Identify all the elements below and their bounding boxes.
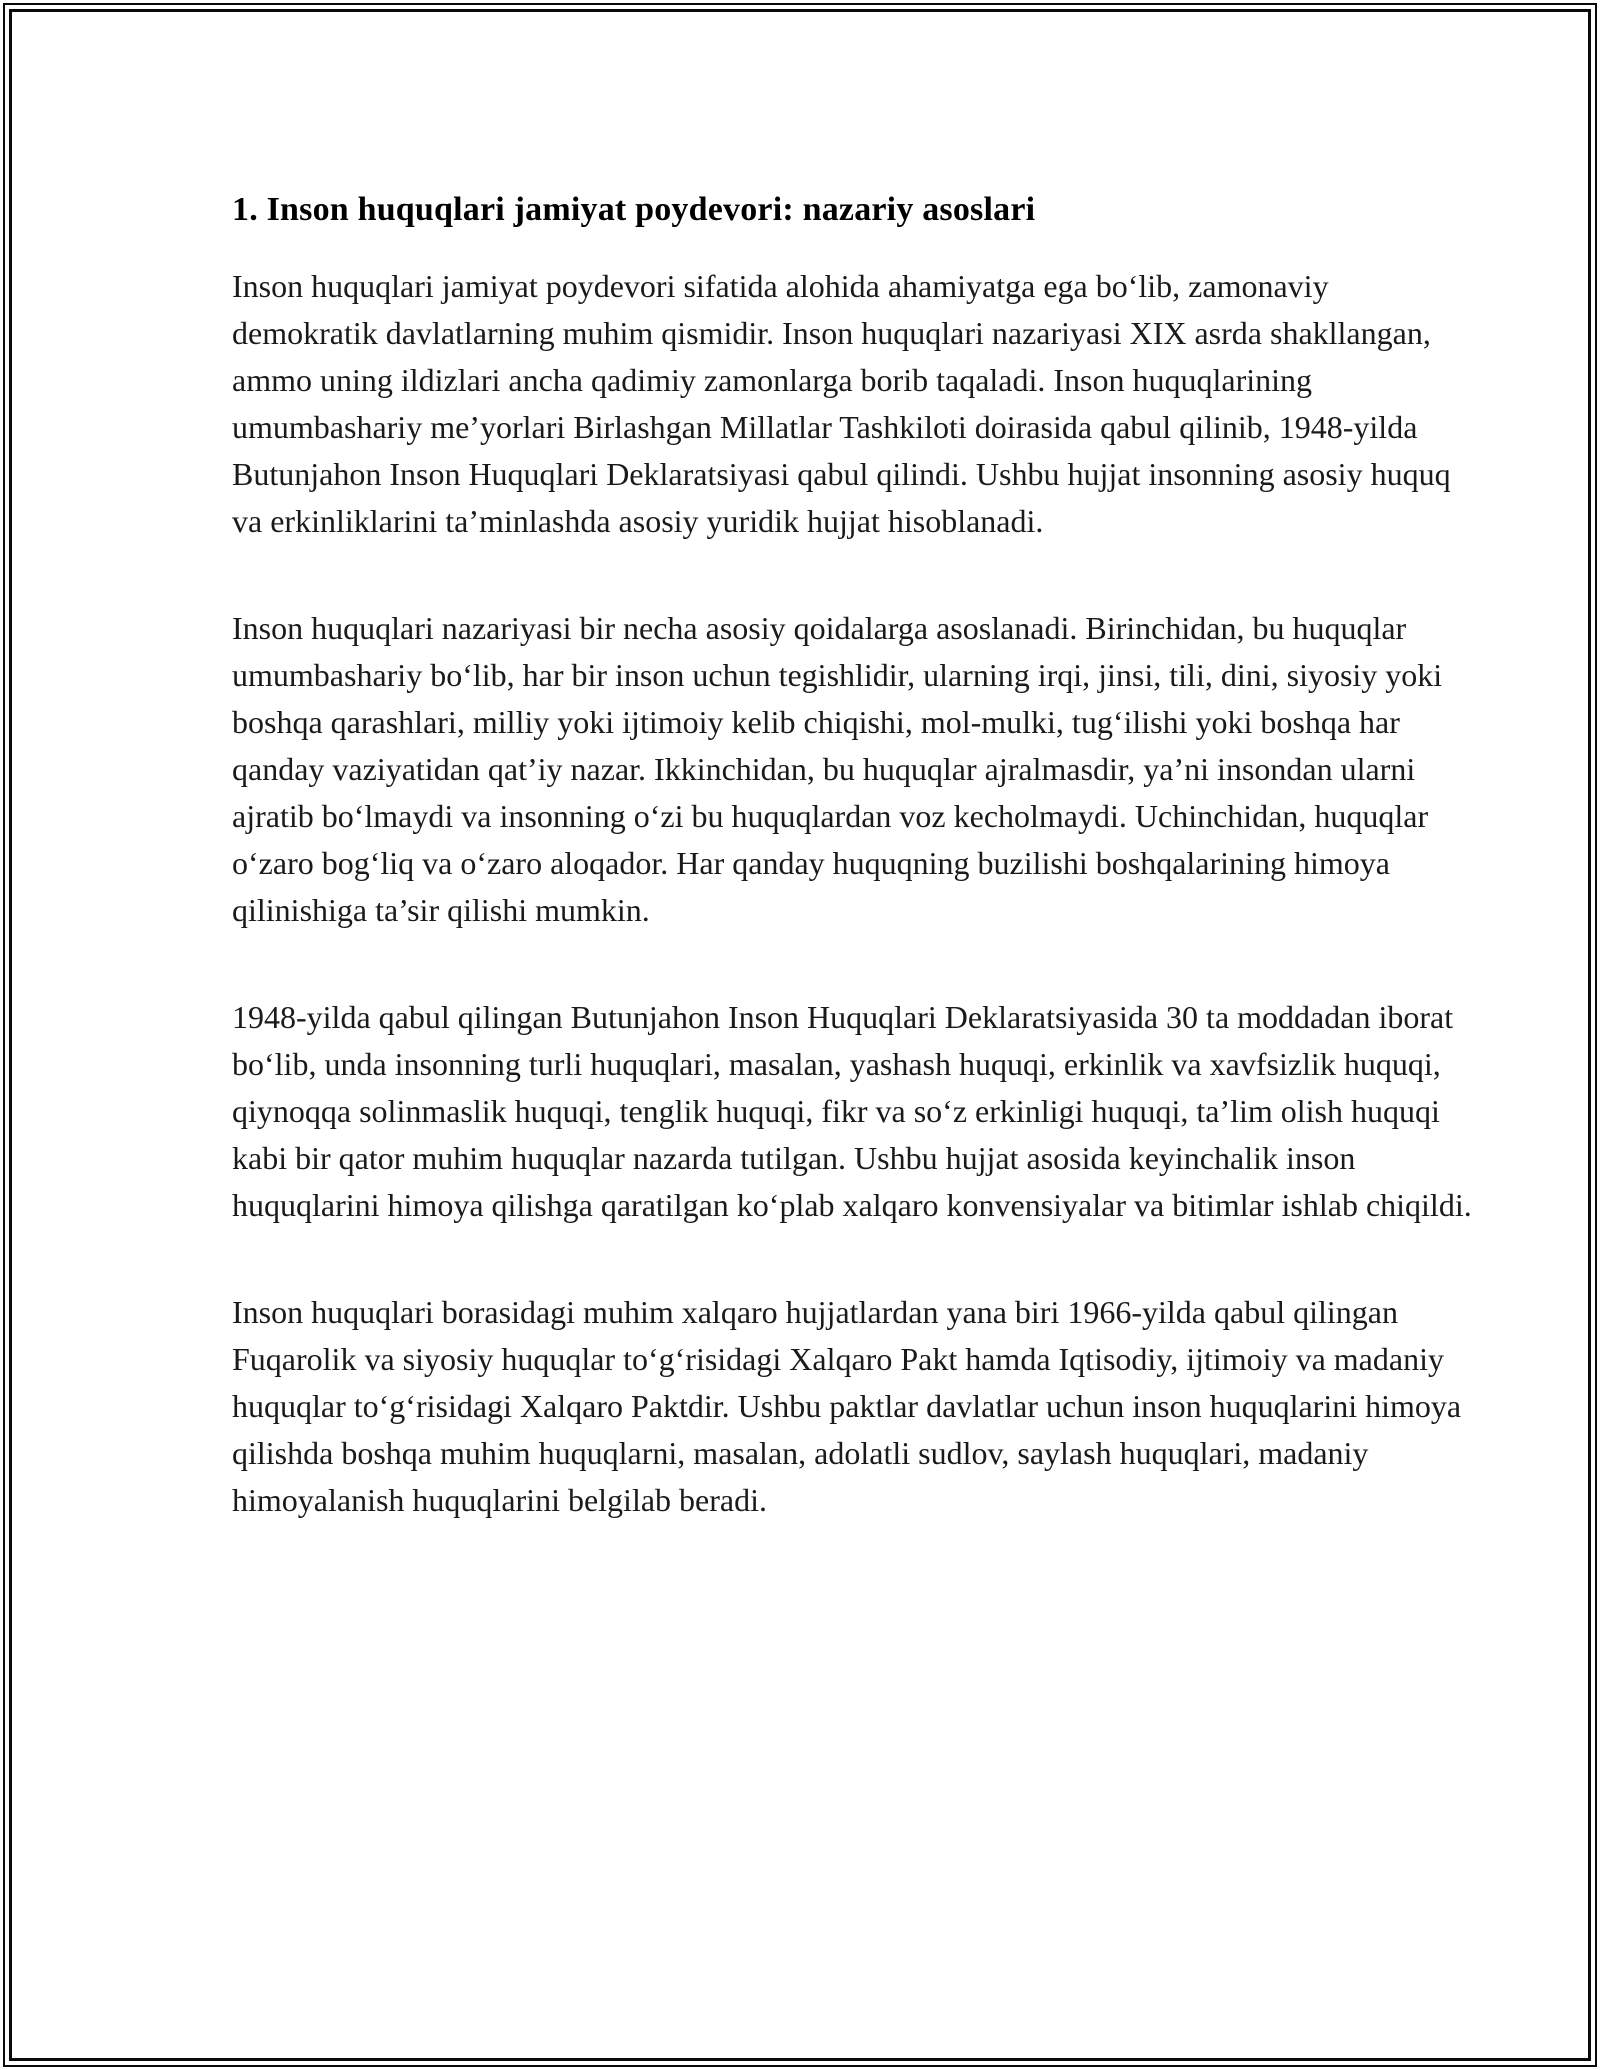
paragraph-3: 1948-yilda qabul qilingan Butunjahon Inson Huquqlari Deklaratsiyasida 30 ta moddadan iborat bo‘lib, unda insonning turli huquqlari, masalan, yashash huquqi, erkinlik va xavfsizlik huquqi, qiynoqqa solinmaslik huquqi, tenglik huquqi, fikr va so‘z erkinligi huquqi, ta’lim olish huquqi kabi bir qator muhim huquqlar nazarda tutilgan. Ushbu hujjat asosida keyinchalik inson huquqlarini himoya qilishga qaratilgan ko‘plab xalqaro konvensiyalar va bitimlar ishlab chiqildi.: [232, 999, 1472, 1223]
paragraph-1: Inson huquqlari jamiyat poydevori sifatida alohida ahamiyatga ega bo‘lib, zamonaviy demokratik davlatlarning muhim qismidir. Inson huquqlari nazariyasi XIX asrda shakllangan, ammo uning ildizlari ancha qadimiy zamonlarga borib taqaladi. Inson huquqlarining umumbashariy me’yorlari Birlashgan Millatlar Tashkiloti doirasida qabul qilinib, 1948-yilda Butunjahon Inson Huquqlari Deklaratsiyasi qabul qilindi. Ushbu hujjat insonning asosiy huquq va erkinliklarini ta’minlashda asosiy yuridik hujjat hisoblanadi.: [232, 268, 1451, 539]
paragraph-2: Inson huquqlari nazariyasi bir necha asosiy qoidalarga asoslanadi. Birinchidan, bu huquqlar umumbashariy bo‘lib, har bir inson uchun tegishlidir, ularning irqi, jinsi, tili, dini, siyosiy yoki boshqa qarashlari, milliy yoki ijtimoiy kelib chiqishi, mol-mulki, tug‘ilishi yoki boshqa har qanday vaziyatidan qat’iy nazar. Ikkinchidan, bu huquqlar ajralmasdir, ya’ni insondan ularni ajratib bo‘lmaydi va insonning o‘zi bu huquqlardan voz kecholmaydi. Uchinchidan, huquqlar o‘zaro bog‘liq va o‘zaro aloqador. Har qanday huquqning buzilishi boshqalarining himoya qilinishiga ta’sir qilishi mumkin.: [232, 610, 1443, 928]
paragraph-4: Inson huquqlari borasidagi muhim xalqaro hujjatlardan yana biri 1966-yilda qabul qilingan Fuqarolik va siyosiy huquqlar to‘g‘risidagi Xalqaro Pakt hamda Iqtisodiy, ijtimoiy va madaniy huquqlar to‘g‘risidagi Xalqaro Paktdir. Ushbu paktlar davlatlar uchun inson huquqlarini himoya qilishda boshqa muhim huquqlarni, masalan, adolatli sudlov, saylash huquqlari, madaniy himoyalanish huquqlarini belgilab beradi.: [232, 1294, 1462, 1518]
page-title: 1. Inson huquqlari jamiyat poydevori: nazariy asoslari: [232, 191, 1036, 228]
